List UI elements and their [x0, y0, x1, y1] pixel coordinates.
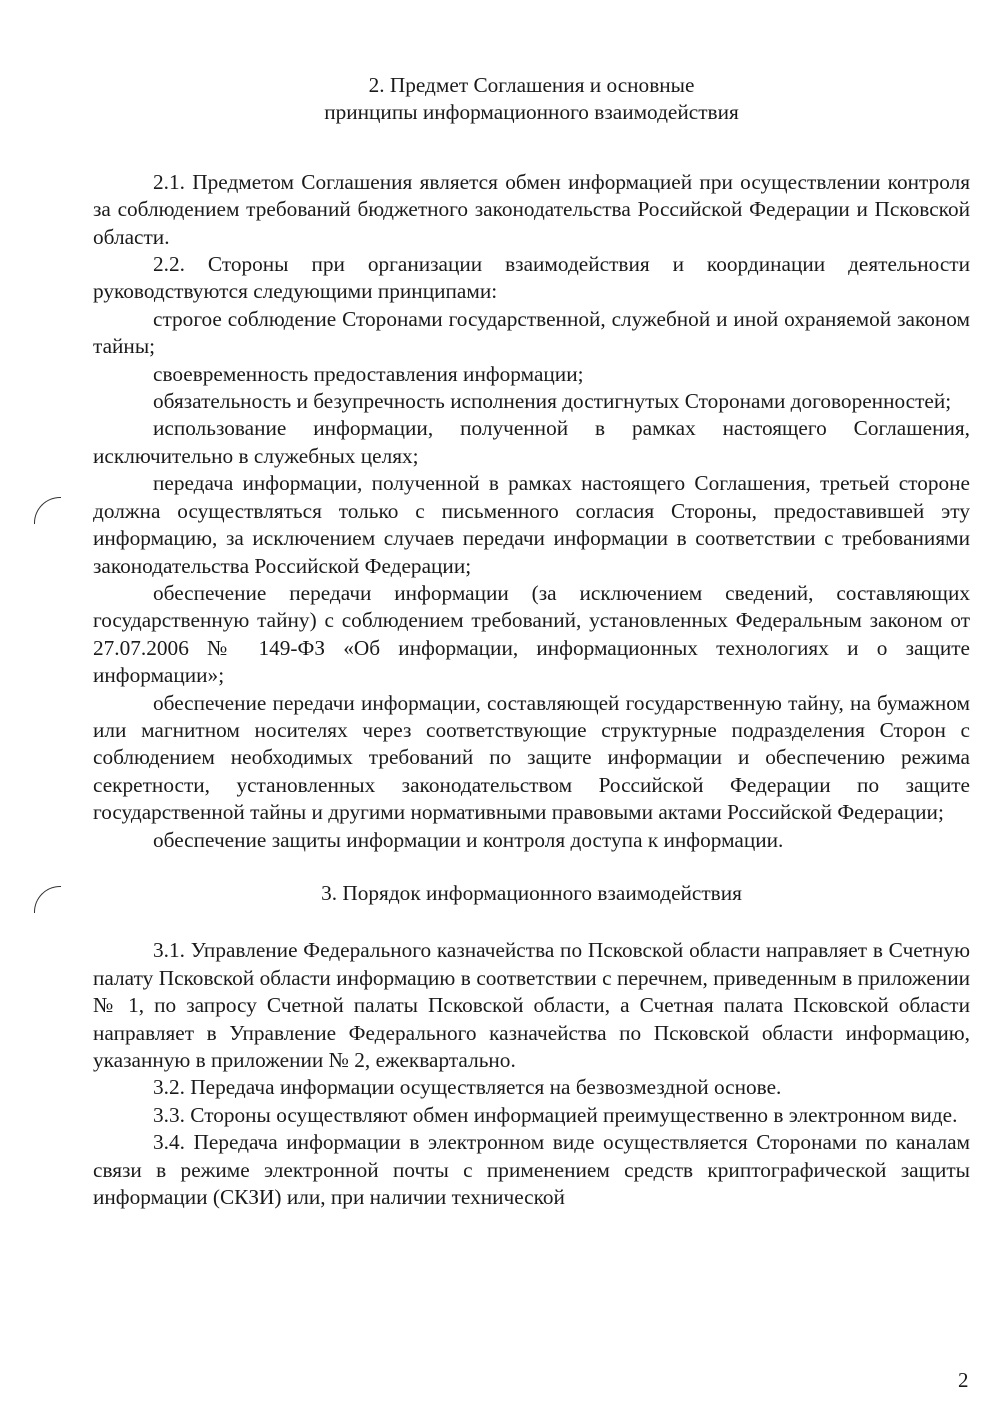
paragraph-2-1: 2.1. Предметом Соглашения является обмен информацией при осуществлении контроля за соблюдением требований бюджетного законодательства Российской Федерации и Псковской области.	[93, 169, 970, 249]
principle-official-use: использование информации, полученной в рамках настоящего Соглашения, исключительно в служебных целях;	[93, 416, 970, 468]
punch-hole-mark-lower	[34, 886, 61, 913]
principle-obligation: обязательность и безупречность исполнения достигнутых Сторонами договоренностей;	[153, 389, 952, 414]
principle-information-protection: обеспечение защиты информации и контроля доступа к информации.	[153, 827, 784, 852]
section-3-heading: 3. Порядок информационного взаимодействия	[321, 880, 742, 905]
document-page	[93, 72, 970, 1211]
punch-hole-mark-upper	[34, 497, 61, 524]
paragraph-3-2: 3.2. Передача информации осуществляется на безвозмездной основе.	[153, 1075, 782, 1100]
section-2-heading	[93, 72, 970, 127]
section-2-heading-line-2: принципы информационного взаимодействия	[324, 100, 739, 125]
principle-state-secret-transfer: обеспечение передачи информации, составляющей государственную тайну, на бумажном или магнитном носителях через соответствующие структурные подразделения Сторон с соблюдением необходимых требований по защите информации и обеспечению режима секретности, установленных законодательством Российской Федерации по защите государственной тайны и другими нормативными правовыми актами Российской Федерации;	[93, 690, 970, 825]
principle-confidentiality: строгое соблюдение Сторонами государственной, служебной и иной охраняемой законом тайны;	[93, 306, 970, 359]
principle-transfer-149fz: обеспечение передачи информации (за исключением сведений, составляющих государственную тайну) с соблюдением требований, установленных Федеральным законом от 27.07.2006 № 149-ФЗ «Об информации, информационных технологиях и о защите информации»;	[93, 580, 970, 688]
principle-timeliness: своевременность предоставления информации;	[153, 361, 584, 386]
paragraph-3-1: 3.1. Управление Федерального казначейства по Псковской области направляет в Счетную палату Псковской области информацию в соответствии с перечнем, приведенным в приложении № 1, по запросу Счетной палаты Псковской области, а Счетная палата Псковской области направляет в Управление Федерального казначейства по Псковской области информацию, указанную в приложении № 2, ежеквартально.	[93, 938, 970, 1072]
paragraph-3-3: 3.3. Стороны осуществляют обмен информацией преимущественно в электронном виде.	[153, 1102, 958, 1127]
paragraph-3-4: 3.4. Передача информации в электронном виде осуществляется Сторонами по каналам связи в режиме электронной почты с применением средств криптографической защиты информации (СКЗИ) или, при наличии технической	[93, 1130, 970, 1210]
paragraph-2-2: 2.2. Стороны при организации взаимодействия и координации деятельности руководствуются следующими принципами:	[93, 252, 970, 304]
section-2-heading-line-1: 2. Предмет Соглашения и основные	[368, 73, 695, 97]
principle-third-party-transfer: передача информации, полученной в рамках настоящего Соглашения, третьей стороне должна осуществляться только с письменного согласия Стороны, предоставившей эту информацию, за исключением случаев передачи информации в соответствии с требованиями законодательства Российской Федерации;	[93, 471, 970, 578]
page-number: 2	[958, 1368, 969, 1392]
